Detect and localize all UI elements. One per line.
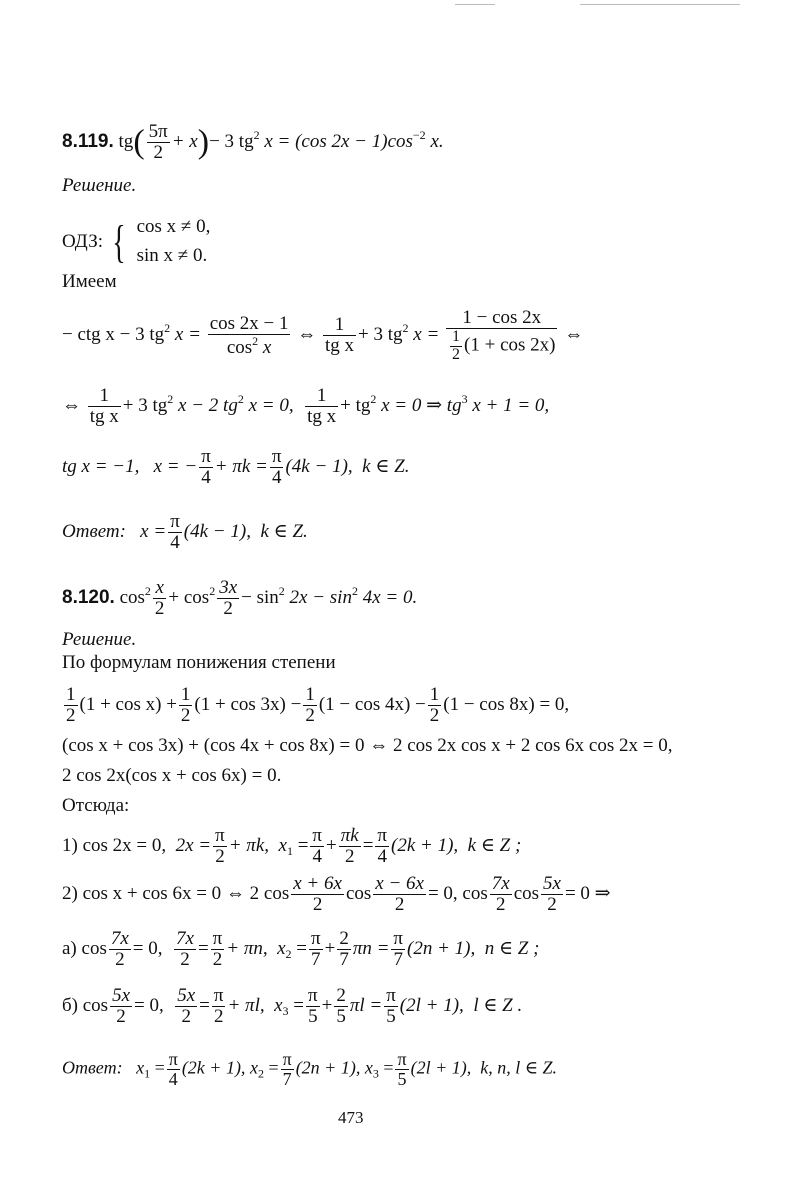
fraction: $\frac{1}{2}$ xyxy=(429,684,440,726)
reduction-line-1: $\frac{1}{2}$ (1 + cos x) + $\frac{1}{2}$ (1 + cos 3x) − $\frac{1}{2}$ (1 − cos 4x) − $\frac{1}{2}$ (1 − cos 8x) = 0, xyxy=(66,684,570,726)
answer-label: Ответ: xyxy=(62,1057,123,1078)
fraction: $\frac{2}{7}$ xyxy=(339,928,349,970)
problem-8-120-equation: 8.120. $\cos^2$ $\frac{x}{2}$ + $\cos^2$ $\frac{3x}{2}$ − $\sin^2 2x - \sin^2 4x = 0$. xyxy=(62,577,418,619)
intro-text: По формулам понижения степени xyxy=(62,652,336,673)
problem-8-119-equation xyxy=(62,122,444,163)
fraction: 1 − cos 2x $\frac{1}{2}$ (1 + cos 2x) xyxy=(446,308,557,364)
term: x = (cos 2x − 1)cos xyxy=(259,130,413,152)
fraction: $\frac{1}{\text{tg x}}$ xyxy=(307,385,337,427)
fraction: $\frac{7x}{2}$ xyxy=(110,928,129,970)
fraction: $\frac{\pi k}{2}$ xyxy=(340,825,359,867)
fraction: $\frac{7x}{2}$ xyxy=(491,873,510,915)
fraction: $\frac{x - 6x}{2}$ xyxy=(375,873,424,915)
fraction: $\frac{2}{5}$ xyxy=(336,985,346,1027)
term: + x xyxy=(171,130,198,152)
odz-system xyxy=(62,213,210,270)
fraction: $\frac{5\pi}{2}$ xyxy=(148,121,168,163)
problem-number: 8.119. xyxy=(62,130,114,152)
fraction: $\frac{1}{2}$ xyxy=(180,684,191,726)
answer-120: Ответ: $x_1$ = $\frac{\pi}{4}$ (2k + 1), $x_2$ = $\frac{\pi}{7}$ (2n + 1), $x_3$ = $\frac{\pi}{5}$ (2l + 1), k, n, l ∈ Z. xyxy=(62,1049,558,1089)
odz-label: ОДЗ: xyxy=(62,231,104,252)
problem-number: 8.120. xyxy=(62,586,115,608)
have-label: Имеем xyxy=(62,271,117,292)
odz-condition-2: sin x ≠ 0. xyxy=(136,244,208,266)
reduction-line-2: (cos x + cos 3x) + (cos 4x + cos 8x) = 0 ⇔ 2 cos 2x cos x + 2 cos 6x cos 2x = 0, xyxy=(62,735,673,756)
term: − 3 tg xyxy=(209,130,254,152)
paren-right: ) xyxy=(197,123,210,161)
fraction: $\frac{\cos 2x - 1}{\cos^2 x}$ xyxy=(209,312,289,358)
exponent: 2 xyxy=(253,127,260,142)
odz-conditions xyxy=(137,213,211,270)
derivation-line-1: − ctg x − 3 $tg^2$ x = $\frac{\cos 2x - 1}{\cos^2 x}$ ⇔ $\frac{1}{\text{tg x}}$ + 3 $tg^2$ x = 1 − cos 2x $\frac{1}{2}$ (1 + cos 2x) ⇔ xyxy=(62,307,584,363)
top-rule-right xyxy=(580,4,740,5)
fraction: $\frac{5x}{2}$ xyxy=(177,985,196,1027)
fraction: $\frac{\pi}{7}$ xyxy=(282,1049,292,1089)
derivation-line-3: tg x = −1, x = − $\frac{\pi}{4}$ + πk = $\frac{\pi}{4}$ (4k − 1), k ∈ Z. xyxy=(62,446,410,488)
solution-label-119: Решение. xyxy=(62,175,137,196)
paren-left: ( xyxy=(133,123,145,161)
fraction: $\frac{5x}{2}$ xyxy=(543,873,561,915)
derivation-line-2: ⇔ $\frac{1}{\text{tg x}}$ + 3 $tg^2$ x − 2 $tg^2$ x = 0, $\frac{1}{\text{tg x}}$ + $tg^2$ x = 0 ⇒ $tg^3$ x + 1 = 0, xyxy=(62,385,550,427)
fraction: $\frac{\pi}{2}$ xyxy=(215,825,225,867)
top-rule-left xyxy=(455,4,495,5)
fraction: $\frac{1}{\text{tg x}}$ xyxy=(324,314,355,357)
fraction: $\frac{\pi}{7}$ xyxy=(311,928,321,970)
fraction: $\frac{\pi}{4}$ xyxy=(201,446,211,488)
case-2: 2) cos x + cos 6x = 0 ⇔ 2 cos $\frac{x + 6x}{2}$ cos $\frac{x - 6x}{2}$ = 0, cos $\frac{7x}{2}$ cos $\frac{5x}{2}$ = 0 ⇒ xyxy=(62,873,611,915)
fraction: $\frac{\pi}{5}$ xyxy=(308,985,318,1027)
answer-label: Ответ: xyxy=(62,520,126,542)
term: x. xyxy=(425,130,444,152)
brace-icon: { xyxy=(112,215,126,267)
tg-func: tg xyxy=(118,130,134,152)
fraction: $\frac{5x}{2}$ xyxy=(112,985,131,1027)
exponent: −2 xyxy=(412,127,426,142)
fraction: $\frac{1}{\text{tg x}}$ xyxy=(89,385,119,427)
case-1: 1) cos 2x = 0, 2x = $\frac{\pi}{2}$ + πk, $x_1$ = $\frac{\pi}{4}$ + $\frac{\pi k}{2}$ = $\frac{\pi}{4}$ (2k + 1), k ∈ Z ; xyxy=(62,825,522,867)
fraction: $\frac{\pi}{4}$ xyxy=(312,825,323,867)
fraction: $\frac{1}{2}$ xyxy=(305,684,315,726)
fraction: $\frac{\pi}{2}$ xyxy=(212,928,223,970)
hence-label: Отсюда: xyxy=(62,795,130,816)
fraction: $\frac{x}{2}$ xyxy=(154,577,165,619)
solution-label-120: Решение. xyxy=(62,629,137,650)
fraction: $\frac{7x}{2}$ xyxy=(176,928,194,970)
page-number: 473 xyxy=(338,1108,364,1127)
odz-condition-1: cos x ≠ 0, xyxy=(136,216,211,237)
fraction: $\frac{\pi}{7}$ xyxy=(393,928,403,970)
fraction: $\frac{\pi}{5}$ xyxy=(397,1049,407,1089)
fraction: $\frac{\pi}{4}$ xyxy=(168,1049,178,1089)
fraction: $\frac{1}{2}$ xyxy=(66,684,76,726)
fraction: $\frac{3x}{2}$ xyxy=(219,577,238,619)
case-a: а) cos $\frac{7x}{2}$ = 0, $\frac{7x}{2}$ = $\frac{\pi}{2}$ + πn, $x_2$ = $\frac{\pi}{7}$ + $\frac{2}{7}$ πn = $\frac{\pi}{7}$ (2n + 1), n ∈ Z ; xyxy=(62,928,540,970)
case-b: б) cos $\frac{5x}{2}$ = 0, $\frac{5x}{2}$ = $\frac{\pi}{2}$ + πl, $x_3$ = $\frac{\pi}{5}$ + $\frac{2}{5}$ πl = $\frac{\pi}{5}$ (2l + 1), l ∈ Z . xyxy=(62,985,523,1027)
fraction: $\frac{x + 6x}{2}$ xyxy=(293,873,342,915)
fraction: $\frac{\pi}{5}$ xyxy=(386,985,396,1027)
fraction: $\frac{\pi}{4}$ xyxy=(271,446,282,488)
fraction: $\frac{\pi}{4}$ xyxy=(170,511,180,553)
fraction: $\frac{\pi}{2}$ xyxy=(213,985,224,1027)
fraction: $\frac{\pi}{4}$ xyxy=(377,825,387,867)
answer-119: Ответ: x = $\frac{\pi}{4}$ (4k − 1), k ∈ Z. xyxy=(62,511,308,553)
reduction-line-3: 2 cos 2x(cos x + cos 6x) = 0. xyxy=(62,765,282,786)
